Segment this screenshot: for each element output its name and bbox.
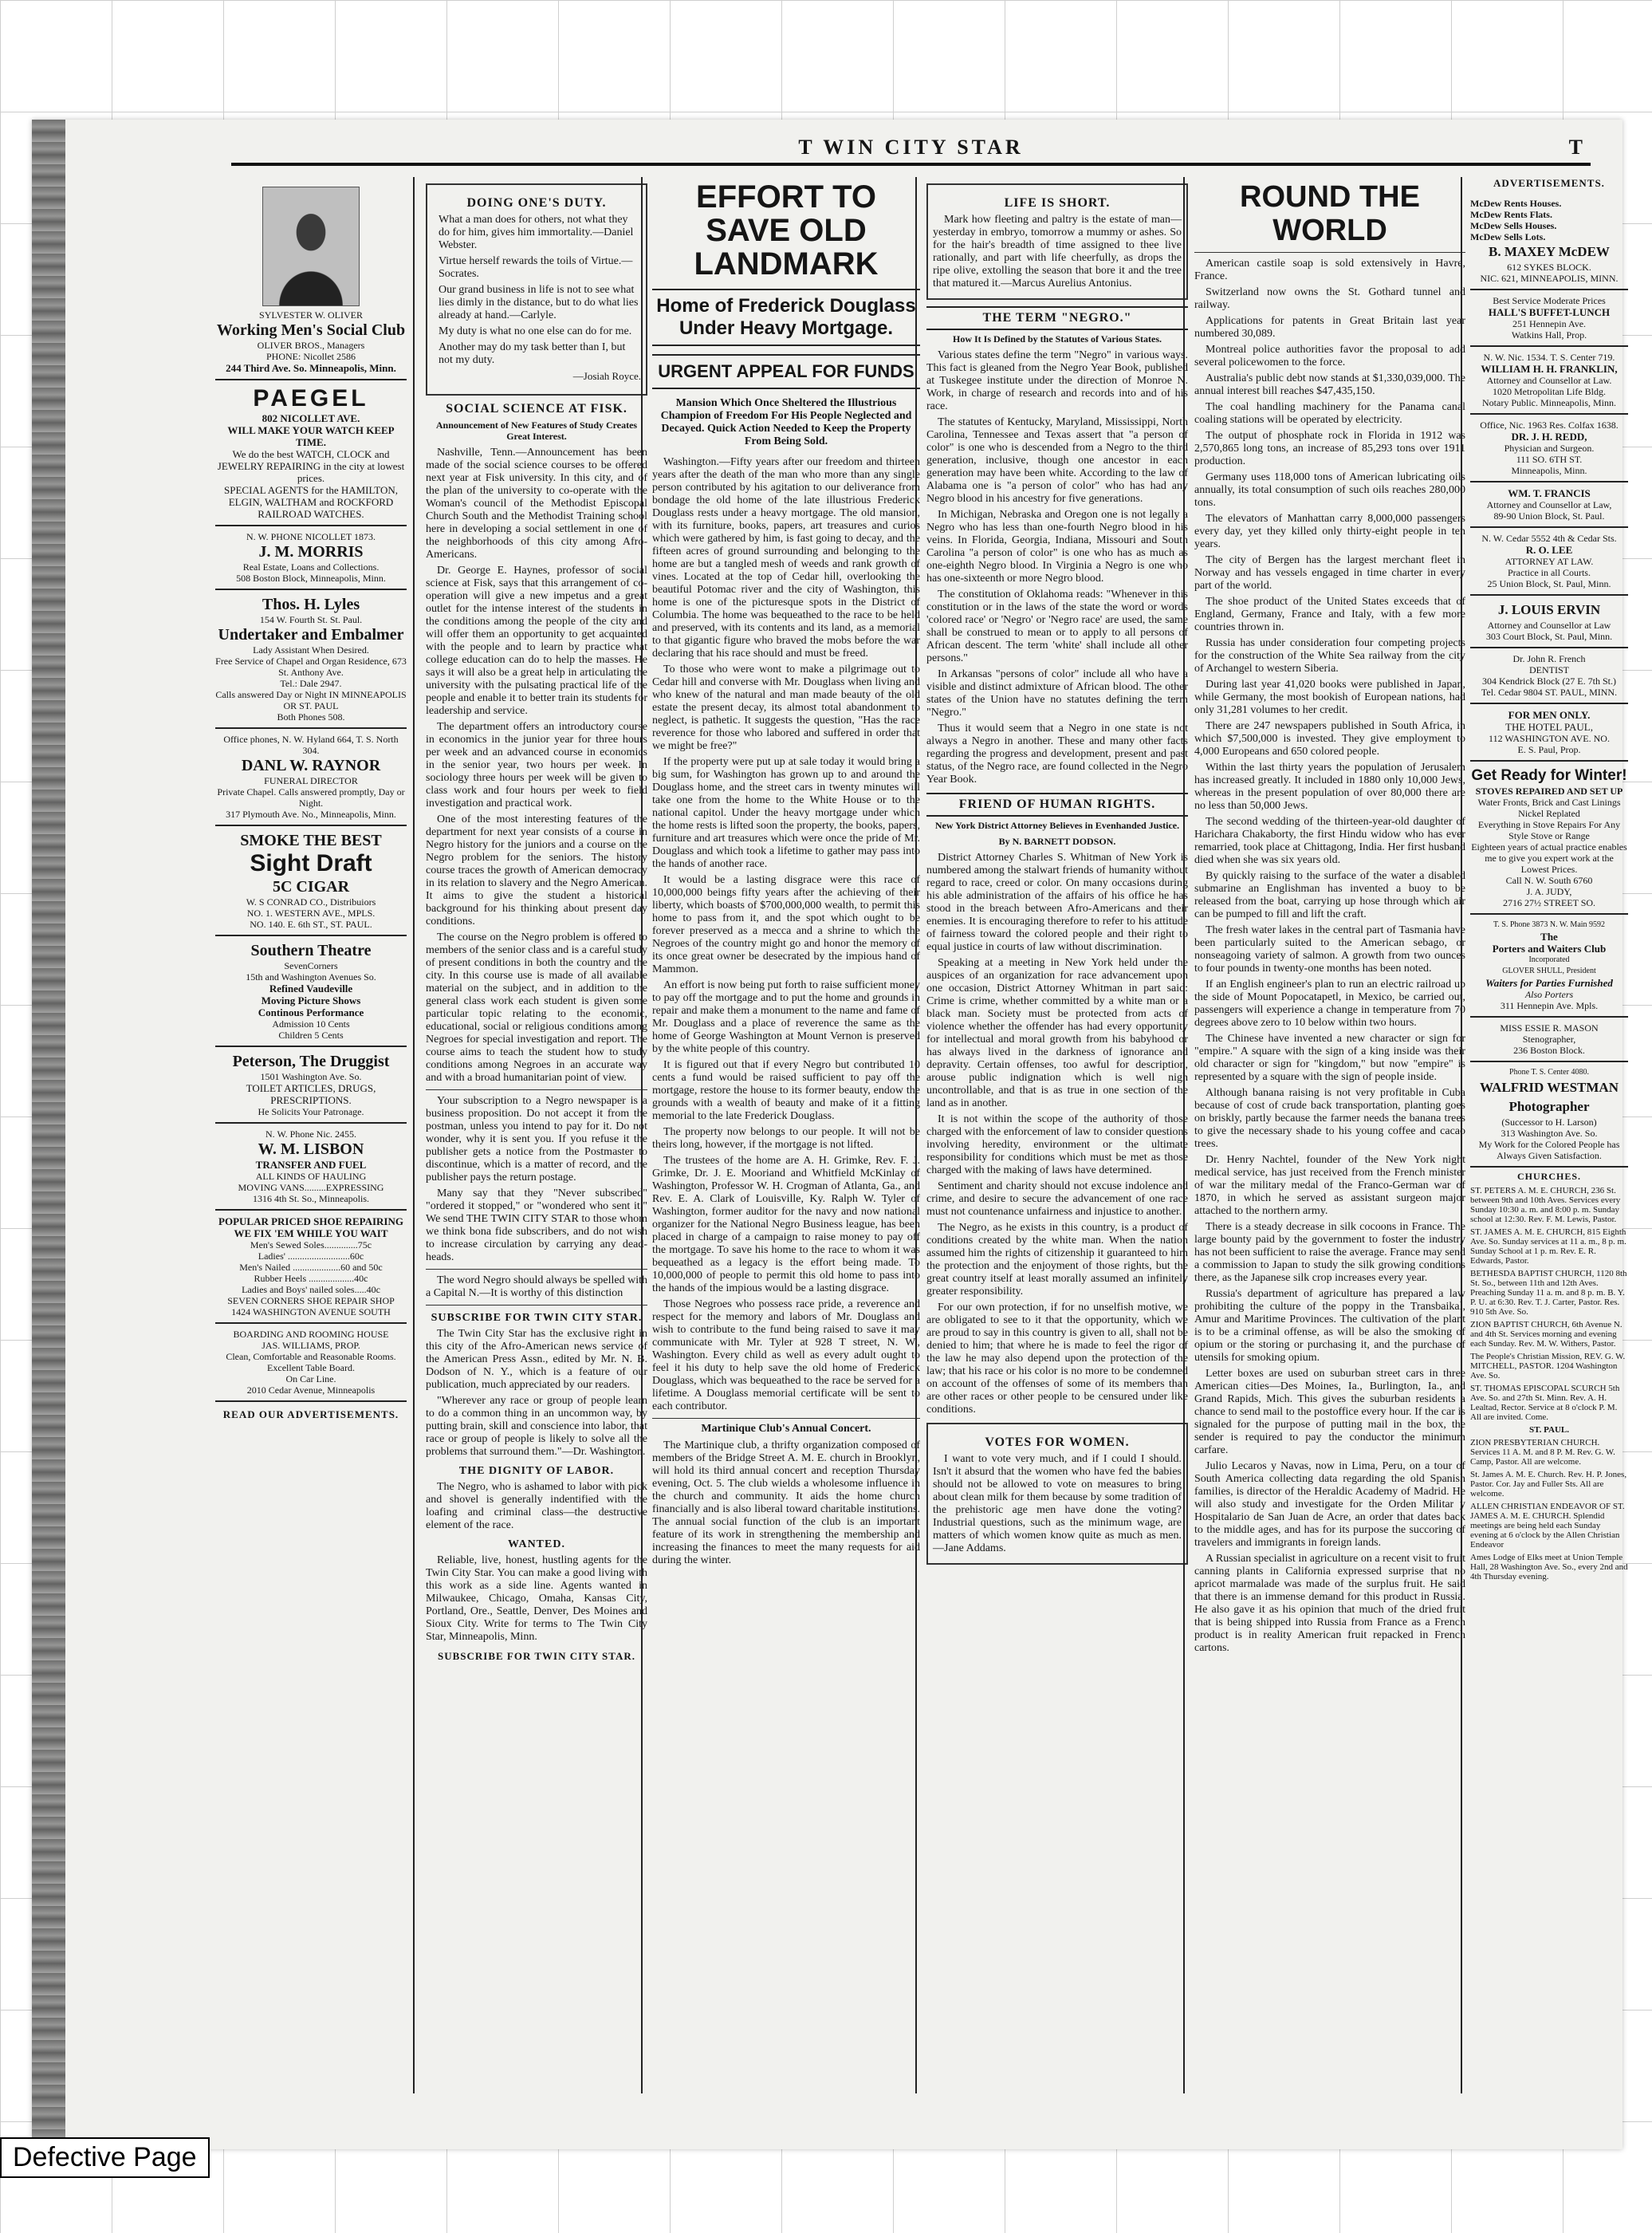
ad-line: McDew Rents Flats. bbox=[1470, 209, 1552, 220]
paragraph: Various states define the term "Negro" in various ways. This fact is gleaned from the Negro Year Book, published at Tuskegee institute under the direction of Monroe N. Work, in charge of research and records into and of his race. bbox=[926, 349, 1188, 412]
paragraph: The Chinese have invented a new character or sign for "empire." A square with the sign of a king inside was their old character or sign for "kingdom," but now "empire" is represented by a square with the sign of people inside. bbox=[1194, 1033, 1465, 1083]
article-title: SUBSCRIBE FOR TWIN CITY STAR. bbox=[431, 1312, 643, 1324]
ad-line: The bbox=[1540, 931, 1558, 943]
church-listing: The People's Christian Mission, REV. G. W. MITCHELL, PASTOR. 1204 Washington Ave. So. bbox=[1470, 1352, 1626, 1380]
ad-title: PAEGEL bbox=[253, 385, 369, 412]
ad-title: Get Ready for Winter! bbox=[1471, 767, 1627, 784]
church-listing: ZION PRESBYTERIAN CHURCH. Services 11 A. M. and 8 P. M. Rev. G. W. Camp, Pastor. All are welcome. bbox=[1470, 1438, 1615, 1467]
article-title: VOTES FOR WOMEN. bbox=[985, 1436, 1130, 1449]
article-title: WANTED. bbox=[508, 1538, 565, 1550]
ad-line: Tel.: Dale 2947. bbox=[280, 678, 342, 689]
paragraph: The Martinique club, a thrifty organization composed of members of the Bridge Street A. M. E. church in Brooklyn, will hold its third annual concert and reception Thursday evening, Oct. 5. The club wields a wholesome influence in the church and community. It aids the home church financially and is also liberal toward charitable institutions. The annual social function of the club is an important feature of its work in strengthening the membership and increasing the finances to meet the many requests for aid during the winter. bbox=[652, 1439, 920, 1566]
ad-line: DENTIST bbox=[1529, 664, 1569, 675]
paragraph: The trustees of the home are A. H. Grimke, Rev. F. J. Grimke, Dr. J. E. Mooriand and Whitfield McKinlay of Washington, Professor W. H. Crogman of Atlanta, Ga., and Rev. E. A. Clark of Louisville, Ky. Ralph W. Tyler of Washington, former auditor for the navy and now national organizer for the National Negro Business league, has been placed in charge of a campaign to raise money to pay off the mortgage. To save his home to the race to whom it was bequeathed as a legacy is the effort being made. To 10,000,000 of people to permit this old home to pass into the hands of the impious would be a lasting disgrace. bbox=[652, 1155, 920, 1294]
ad-line: DR. J. H. REDD, bbox=[1511, 431, 1587, 443]
ad-line: Continous Performance bbox=[258, 1006, 364, 1018]
article-subtitle: How It Is Defined by the Statutes of Various States. bbox=[952, 333, 1162, 345]
paragraph: To those who were wont to make a pilgrimage out to Cedar hill and converse with Mr. Douglass when living and who knew of the natural and man made beauty of the old estate the present decay, its almost total abandonment to neglect, is pathetic. It suggests the question, "Has the race reverence for those who labored and suffered in order that we might be free?" bbox=[652, 664, 920, 752]
column-4 bbox=[915, 177, 1188, 2093]
paragraph: The Twin City Star has the exclusive right in this city of the Afro-American news service of the American Press Assn., edited by Mr. N. B. Dodson of N. Y., which is a feature of our publication, much appreciated by our readers. bbox=[426, 1328, 647, 1391]
ad-line: E. S. Paul, Prop. bbox=[1517, 744, 1581, 755]
masthead-title: T WIN CITY STAR bbox=[798, 136, 1024, 159]
ad-line: J. A. JUDY, bbox=[1526, 886, 1572, 897]
church-listing: St. James A. M. E. Church. Rev. H. P. Jones, Pastor. Cor. Jay and Fuller Sts. All are welcome. bbox=[1470, 1470, 1627, 1499]
article-title: LIFE IS SHORT. bbox=[1004, 196, 1111, 210]
ad-line: J. LOUIS ERVIN bbox=[1497, 602, 1601, 617]
ad-line: Notary Public. Minneapolis, Minn. bbox=[1482, 397, 1616, 408]
ad-cigar bbox=[215, 826, 407, 936]
ad-mason bbox=[1470, 1018, 1628, 1062]
ad-line: Everything in Stove Repairs For Any Style Stove or Range bbox=[1477, 819, 1621, 841]
paragraph: "Wherever any race or group of people learn to do a common thing in an uncommon way, by putting brain, skill and conscience into labor, that race or group of people is likely to solve all the problems that surround them."—Dr. Washington. bbox=[426, 1395, 647, 1458]
ad-line: Thos. H. Lyles bbox=[262, 596, 360, 613]
ad-line: MISS ESSIE R. MASON bbox=[1500, 1022, 1599, 1034]
ad-line: 154 W. Fourth St. St. Paul. bbox=[259, 614, 363, 625]
box-doing-duty bbox=[426, 183, 647, 396]
box-life-short bbox=[926, 183, 1188, 300]
column-2 bbox=[413, 177, 647, 2093]
ad-line: 612 SYKES BLOCK. bbox=[1507, 262, 1591, 273]
ad-line: 303 Court Block, St. Paul, Minn. bbox=[1485, 631, 1613, 642]
ad-line: 304 Kendrick Block (27 E. 7th St.) bbox=[1482, 675, 1616, 687]
paragraph: During last year 41,020 books were published in Japan, while Germany, the most bookish of European nations, had only 31,281 volumes to her credit. bbox=[1194, 679, 1465, 716]
paragraph: An effort is now being put forth to raise sufficient money to pay off the mortgage and to put the home and grounds in repair and make them a monument to the name and fame of Mr. Douglass and a place of reverence the same as the home of George Washington at Mount Vernon is preserved by the white people of this country. bbox=[652, 979, 920, 1055]
ad-line: Ladies' ..........................60c bbox=[258, 1250, 364, 1262]
ad-line: J. M. MORRIS bbox=[258, 543, 364, 561]
ad-line: Porters and Waiters Club bbox=[1492, 943, 1607, 955]
ad-line: WM. T. FRANCIS bbox=[1508, 487, 1591, 499]
ad-line: 236 Boston Block. bbox=[1513, 1045, 1585, 1056]
ad-line: McDew Sells Lots. bbox=[1470, 231, 1546, 242]
ad-line: Clean, Comfortable and Reasonable Rooms. Excellent Table Board. bbox=[226, 1351, 396, 1373]
ad-line: N. W. Phone Nic. 2455. bbox=[266, 1128, 356, 1140]
ad-line: Office, Nic. 1963 Res. Colfax 1638. bbox=[1480, 419, 1619, 431]
ad-lisbon bbox=[215, 1124, 407, 1211]
paragraph: It is not within the scope of the authority of those charged with the enforcement of law to consider questions involving heredity, environment or the ultimate responsibility for conditions which must be met as those charged with the making of laws have determined. bbox=[926, 1113, 1188, 1176]
paragraph: Many say that they "Never subscribed" "ordered it stopped," or "wondered who sent it." We send THE TWIN CITY STAR to those whom we think bona fide subscribers, and do not wish to increase circulation by carrying any dead-heads. bbox=[426, 1187, 647, 1263]
column-1-ads bbox=[215, 177, 407, 2093]
ad-redd bbox=[1470, 415, 1628, 482]
ad-line: Eighteen years of actual practice enables me to give you expert work at the Lowest Prices. bbox=[1471, 841, 1627, 875]
ad-line: WILL MAKE YOUR WATCH KEEP TIME. bbox=[227, 424, 395, 448]
ad-stove-repair bbox=[1470, 762, 1628, 915]
ad-line: Attorney and Counsellor at Law, bbox=[1486, 499, 1612, 510]
paragraph: Dr. Henry Nachtel, founder of the New York night medical service, has just received from the French minister of war the military medal of the Franco-German war of 1870, in which he served as assistant surgeon major attached to the northern army. bbox=[1194, 1154, 1465, 1217]
ad-peterson bbox=[215, 1047, 407, 1124]
paragraph: The property now belongs to our people. It will not be theirs long, however, if the mortgage is not lifted. bbox=[652, 1126, 920, 1151]
church-listing: ST. THOMAS EPISCOPAL SCURCH 5th Ave. So. and 27th St. Minn. Rev. A. H. Lealtad, Rector. Service at 8 o'clock P. M. All are invited. Come. bbox=[1470, 1384, 1620, 1422]
quote: My duty is what no one else can do for me. bbox=[439, 325, 632, 337]
ad-line: NIC. 621, MINNEAPOLIS, MINN. bbox=[1480, 273, 1619, 284]
paragraph: Applications for patents in Great Britain last year numbered 30,089. bbox=[1194, 315, 1465, 340]
ad-line: Phone T. S. Center 4080. bbox=[1509, 1068, 1589, 1077]
paragraph: The coal handling machinery for the Panama canal coaling stations will be operated by electricity. bbox=[1194, 401, 1465, 426]
paragraph: District Attorney Charles S. Whitman of New York is numbered among the stalwart friends of humanity without regard to race, creed or color. On many occasions during his able administration of the affairs of his office he has stood in the breach between Afro-Americans and their enemies. It is encouraging therefore to refer to his attitude of fairness toward the colored people and their right to equal justice in courts of law without discrimination. bbox=[926, 852, 1188, 953]
column-5 bbox=[1183, 177, 1465, 2093]
ad-line: DANL W. RAYNOR bbox=[241, 757, 381, 774]
quote: Our grand business in life is not to see what lies dimly in the distance, but to do what lies already at hand.—Carlyle. bbox=[439, 284, 639, 321]
ad-line: T. S. Phone 3873 N. W. Main 9592 bbox=[1493, 920, 1606, 929]
ad-line: 89-90 Union Block, St. Paul. bbox=[1493, 510, 1605, 522]
ad-line: My Work for the Colored People has Always Given Satisfaction. bbox=[1478, 1139, 1620, 1161]
ad-line: WALFRID WESTMAN bbox=[1480, 1080, 1619, 1095]
ad-line: GLOVER SHULL, President bbox=[1502, 967, 1596, 975]
article-subtitle: New York District Attorney Believes in Evenhanded Justice. bbox=[934, 820, 1180, 831]
ad-line: FUNERAL DIRECTOR bbox=[264, 775, 358, 786]
ad-line: McDew Rents Houses. bbox=[1470, 198, 1562, 209]
paragraph: The city of Bergen has the largest merchant fleet in Norway and has vessels engaged in time charter in every part of the world. bbox=[1194, 554, 1465, 592]
portrait-image bbox=[262, 187, 360, 306]
ad-westman bbox=[1470, 1062, 1628, 1168]
ad-line: Southern Theatre bbox=[250, 942, 372, 959]
ad-line: Also Porters bbox=[1524, 989, 1574, 1000]
paragraph: Germany uses 118,000 tons of American lubricating oils annually, its total consumption of such oils reaches 280,000 tons. bbox=[1194, 471, 1465, 509]
ad-morris bbox=[215, 526, 407, 590]
ad-line: Dr. John R. French bbox=[1512, 653, 1586, 664]
paragraph: If the property were put up at sale today it would bring a big sum, for Washington has grown up to and around the Douglass home, and the street cars in twenty minutes will take one from the home to the White House or to the national capitol. Under the heavy mortgage under which the home rests is lifted soon the property, the books, papers, furniture and art treasures which were once the pride of Mr. Douglass and which took a lifetime to gather may pass into the hands of another race. bbox=[652, 756, 920, 870]
ad-line: N. W. PHONE NICOLLET 1873. bbox=[246, 531, 376, 542]
ad-line: Both Phones 508. bbox=[277, 711, 345, 723]
ad-line: Sight Draft bbox=[250, 850, 372, 876]
ad-line: 1501 Washington Ave. So. bbox=[260, 1071, 362, 1082]
ad-porters-club bbox=[1470, 915, 1628, 1018]
headline-deck: URGENT APPEAL FOR FUNDS bbox=[652, 354, 920, 389]
article-title: SOCIAL SCIENCE AT FISK. bbox=[446, 402, 627, 415]
headline-summary: Mansion Which Once Sheltered the Illustrious Champion of Freedom For His People Neglected and Decayed. Quick Action Needed to Keep the Property From Being Sold. bbox=[660, 397, 912, 447]
ad-line: Ladies and Boys' nailed soles.....40c bbox=[242, 1284, 380, 1295]
newspaper-page bbox=[32, 120, 1628, 2149]
ad-line: Attorney and Counsellor at Law bbox=[1487, 620, 1611, 631]
paragraph: Your subscription to a Negro newspaper is a business proposition. Do not accept it from the postman, unless you intend to pay for it. Do not wonder, why it is sent you. If you refuse it the publisher gets a notice from the Postmaster to discontinue, which is a matter of record, and the publisher pays the return postage. bbox=[426, 1095, 647, 1183]
paragraph: By quickly raising to the surface of the water a disabled submarine an Englishman has invented a buoy to be released from the boat, carrying up hose through which air can be pumped to fill and lift the craft. bbox=[1194, 870, 1465, 920]
paragraph: Dr. George E. Haynes, professor of social science at Fisk, says that this arrangement of co-operation will give a new impetus and a great outlet for the intense interest of the students in the conditions among the people of the city and will offer them an opportunity to get acquainted with the people and to learn by practice what college education can do to help the masses. He says it will also be a great help in articulating the university with the pulsating practical life of the people and enable it to better train its students for leadership and service. bbox=[426, 565, 647, 717]
article-subtitle: Announcement of New Features of Study Creates Great Interest. bbox=[435, 419, 638, 442]
ad-line: 2010 Cedar Avenue, Minneapolis bbox=[246, 1384, 376, 1396]
ad-line: Working Men's Social Club bbox=[216, 321, 406, 339]
ad-line: Moving Picture Shows bbox=[261, 994, 361, 1006]
ad-line: OLIVER BROS., Managers bbox=[257, 340, 365, 351]
paragraph: The fresh water lakes in the central part of Tasmania have been particularly suited to the American sebago, or nonseagoing variety of salmon. A growth from two ounces to four pounds in twenty-one months has been noted. bbox=[1194, 924, 1465, 975]
church-listing: BETHESDA BAPTIST CHURCH, 1120 8th St. So., between 11th and 12th Aves. Preaching Sunday 11 a. m. and 8 p. m. B. Y. P. U. at 6:30. Rev. T. J. Carter, Pastor. Res. 910 5th Ave. So. bbox=[1470, 1269, 1627, 1317]
defective-page-stamp: Defective Page bbox=[0, 2137, 210, 2178]
paragraph: For our own protection, if for no unselfish motive, we are obligated to see to it that the opportunity, which we are proud to say in this country is given to all, shall not be denied to him; that where he is made to feel the rigor of the law he may also depend upon the protection of the law; that his race or his color is no more to be condemned on account of the offenses of some of its members than are other races or other people to be censured under like conditions. bbox=[926, 1302, 1188, 1416]
ad-line: Men's Sewed Soles..............75c bbox=[250, 1239, 372, 1250]
paragraph: If an English engineer's plan to run an electric railroad up the side of Mount Popocatapetl, in Mexico, be carried out, passengers will experience a change in temperature from 70 degrees above zero to 10 below within two hours. bbox=[1194, 979, 1465, 1029]
paragraph: Those Negroes who possess race pride, a reverence and respect for the memory and labors of Mr. Douglass and wish to contribute to the fund being raised to save it may communicate with Mr. Tyler at 928 T street, N. W., Washington. Every child as well as every adult ought to feel it his duty to help save the old home of Frederick Douglass, which was bequeathed to the race be served for a lifetime. A Douglass memorial certificate will be sent to each contributor. bbox=[652, 1298, 920, 1412]
ad-southern-theatre bbox=[215, 936, 407, 1047]
ad-line: 508 Boston Block, Minneapolis, Minn. bbox=[236, 573, 386, 584]
ad-line: 5C CIGAR bbox=[272, 878, 350, 896]
ad-line: McDew Sells Houses. bbox=[1470, 220, 1557, 231]
ad-line: WE FIX 'EM WHILE YOU WAIT bbox=[234, 1227, 388, 1239]
paragraph: The elevators of Manhattan carry 8,000,000 passengers every day, yet they killed only thirty-eight people in ten years. bbox=[1194, 513, 1465, 550]
quote: Another may do my task better than I, but not my duty. bbox=[439, 341, 626, 366]
ad-line: JAS. WILLIAMS, PROP. bbox=[262, 1340, 360, 1351]
paragraph: American castile soap is sold extensively in Havre, France. bbox=[1194, 258, 1465, 282]
ad-line: Waiters for Parties Furnished bbox=[1485, 977, 1613, 989]
article-byline: By N. BARNETT DODSON. bbox=[998, 836, 1116, 847]
paragraph: Australia's public debt now stands at $1,330,039,000. The annual interest bill reaches $47,435,150. bbox=[1194, 372, 1465, 397]
ad-line: SevenCorners bbox=[284, 960, 338, 971]
ad-line: SPECIAL AGENTS for the HAMILTON, ELGIN, WALTHAM and ROCKFORD RAILROAD WATCHES. bbox=[224, 484, 398, 520]
ad-line: Call N. W. South 6760 bbox=[1505, 875, 1593, 886]
paragraph: Russia has under consideration four competing projects for the construction of the White Sea railway from the city of Archangel to western Siberia. bbox=[1194, 637, 1465, 675]
headline: ROUND THE WORLD bbox=[1240, 180, 1420, 247]
ad-line: Tel. Cedar 9804 ST. PAUL, MINN. bbox=[1481, 687, 1618, 698]
ad-shoe-repair bbox=[215, 1211, 407, 1324]
ad-line: Incorporated bbox=[1528, 955, 1570, 964]
ad-line: We do the best WATCH, CLOCK and JEWELRY REPAIRING in the city at lowest prices. bbox=[217, 448, 405, 484]
ad-line: 111 SO. 6TH ST. bbox=[1516, 454, 1583, 465]
ad-paegel bbox=[215, 380, 407, 526]
paragraph: The Negro, who is ashamed to labor with pick and shovel is generally indentified with the loafing and criminal class—the destructive element of the race. bbox=[426, 1481, 647, 1531]
article-title: FRIEND OF HUMAN RIGHTS. bbox=[926, 793, 1188, 817]
ad-line: Calls answered Day or Night IN MINNEAPOLIS OR ST. PAUL bbox=[215, 689, 407, 711]
church-listing: ST. PETERS A. M. E. CHURCH, 236 St. between 9th and 10th Aves. Services every Sunday 10:30 a. m. and 8:00 p. m. Sunday school at 12:30. Rev. F. M. Lewis, Pastor. bbox=[1470, 1186, 1621, 1224]
ad-line: 112 WASHINGTON AVE. NO. bbox=[1489, 733, 1610, 744]
ad-mcdew bbox=[1470, 193, 1628, 290]
ad-francis bbox=[1470, 482, 1628, 528]
ad-franklin bbox=[1470, 347, 1628, 415]
ad-ervin bbox=[1470, 596, 1628, 648]
masthead-page: T bbox=[1568, 136, 1583, 159]
damaged-left-edge bbox=[32, 120, 65, 2149]
church-listing: ST. JAMES A. M. E. CHURCH, 815 Eighth Ave. So. Sunday services at 11 a. m., 8 p. m. Sunday School at 1 p. m. Rev. E. R. Edwards, Pastor. bbox=[1470, 1227, 1626, 1266]
ad-line: 15th and Washington Avenues So. bbox=[246, 971, 376, 983]
ad-line: Rubber Heels ...................40c bbox=[254, 1273, 368, 1284]
divider bbox=[426, 1089, 647, 1090]
ad-line: BOARDING AND ROOMING HOUSE bbox=[233, 1329, 389, 1340]
paragraph: Switzerland now owns the St. Gothard tunnel and railway. bbox=[1194, 286, 1465, 311]
ad-line: THE HOTEL PAUL, bbox=[1505, 721, 1593, 733]
article-title: THE TERM "NEGRO." bbox=[926, 306, 1188, 330]
column-6-ads bbox=[1461, 177, 1628, 2093]
ad-line: ATTORNEY AT LAW. bbox=[1504, 556, 1594, 567]
ad-line: TOILET ARTICLES, DRUGS, PRESCRIPTIONS. bbox=[246, 1082, 376, 1106]
paragraph: The course on the Negro problem is offered to members of the senior class and is a careful study of present conditions in both the country and the city. In this course use is made of all available material on the subject, and in addition to the general class work each student is given some particular topic relating to the economic, educational, social or religious conditions among Negroes for special investigation and report. The course aims to teach the student how to study conditions among Negroes in an accurate way and with a broad humanitarian point of view. bbox=[426, 931, 647, 1084]
paragraph: The department offers an introductory course in economics in the junior year for three hours per week and an advanced course in economics in the senior year, two hours per week. In sociology three hours per week will be given to class work and four hours per week to field investigation and practical work. bbox=[426, 721, 647, 809]
paragraph: The statutes of Kentucky, Maryland, Mississippi, North Carolina, Tennessee and Texas assert that "a person of color" is one who is descended from a Negro to the third generation, inclusive, though one ancestor in each generation may have been white. According to the law of Alabama one is "a person of color" who has had any Negro blood in his ancestry for five generations. bbox=[926, 416, 1188, 505]
ad-line: R. O. LEE bbox=[1525, 544, 1573, 556]
ad-line: Practice in all Courts. bbox=[1508, 567, 1591, 578]
paragraph: There are 247 newspapers published in South Africa, in which $7,500,000 is invested. They give employment to 4,000 Europeans and 650 colored people. bbox=[1194, 720, 1465, 758]
ad-line: FOR MEN ONLY. bbox=[1508, 709, 1591, 721]
churches-title: CHURCHES. bbox=[1516, 1171, 1581, 1182]
paragraph: The second wedding of the thirteen-year-old daughter of Harichara Chakaborty, the first Hindu widow who has ever remarried, took place at Chittagong, India. Her first husband died when she was six years old. bbox=[1194, 816, 1465, 866]
church-listing: Ames Lodge of Elks meet at Union Temple Hall, 28 Washington Ave. So., every 2nd and 4th Thursday evening. bbox=[1470, 1553, 1628, 1581]
masthead bbox=[231, 136, 1591, 166]
paragraph: The output of phosphate rock in Florida in 1912 was 2,570,865 long tons, an increase of 85,293 tons over 1911 production. bbox=[1194, 430, 1465, 467]
quote-signature: —Josiah Royce. bbox=[572, 370, 641, 382]
paragraph: The Negro, as he exists in this country, is a product of conditions created by the white man. When the nation assumed him the rights of citizenship it guaranteed to him the protection and the enjoyment of those rights, but the great country itself at least morally assumed an infinitely greater responsibility. bbox=[926, 1222, 1188, 1298]
paragraph: Speaking at a meeting in New York held under the auspices of an organization for race advancement upon one occasion, District Attorney Whitman in part said: Crime is crime, whether committed by a white man or a black man. Society must be protected from acts of violence whether the offender has had every opportunity for intellectual and moral growth from his babyhood or has always lived in the darkness of ignorance and depravity. Certain offenses, too awful for description, arouse public indignation which is well nigh uncontrollable, and that is as true in one section of the land as in another. bbox=[926, 957, 1188, 1109]
paragraph: Within the last thirty years the population of Jerusalem has increased greatly. It included in 1880 only 10,000 Jews, whereas in the present population of over 80,000 there are no less than 50,000 Jews. bbox=[1194, 762, 1465, 812]
quote: What a man does for others, not what they do for him, gives him immortality.—Daniel Webster. bbox=[439, 214, 634, 251]
paragraph: Washington.—Fifty years after our freedom and thirteen years after the death of the man who more than any single person contributed by his agitation to our deliverance from bondage the old home of the late illustrious Frederick Douglass rests under a heavy mortgage. The old mansion, with its furniture, books, papers, art treasures and curios which were gathered by him, is fast going to decay, and the fifteen acres of ground surrounding and belonging to the home are but a tangled mesh of weeds and rank growth of vines. Located at the top of Cedar hill, overlooking the beautiful Potomac river and the city of Washington, this home is one of the picturesque spots in the District of Columbia. The home was bequeathed to the race to be held and preserved, with its contents and its land, as a memorial to that gigantic figure who braved the mobs before the war declaring that his race should and must be freed. bbox=[652, 456, 920, 660]
ad-line: PHONE: Nicollet 2586 bbox=[266, 351, 356, 362]
ad-line: 317 Plymouth Ave. No., Minneapolis, Minn. bbox=[226, 809, 396, 820]
paragraph: A Russian specialist in agriculture on a recent visit to fruit canning plants in California expressed surprise that no apricot marmalade was made of the surplus fruit. He said that there is an immense demand for this product in Russia. He also gave it as his opinion that much of the dried fruit that is being shipped into Russia from France as a French product is in reality American fruit repacked in French cartons. bbox=[1194, 1553, 1465, 1654]
ad-line: Minneapolis, Minn. bbox=[1511, 465, 1587, 476]
column-footer: SUBSCRIBE FOR TWIN CITY STAR. bbox=[437, 1650, 635, 1662]
divider bbox=[426, 1269, 647, 1270]
ad-line: 1316 4th St. So., Minneapolis. bbox=[252, 1193, 369, 1204]
ad-line: NO. 1. WESTERN AVE., MPLS. bbox=[246, 908, 376, 919]
ad-line: Real Estate, Loans and Collections. bbox=[242, 561, 380, 573]
church-listing: ST. PAUL. bbox=[1528, 1425, 1569, 1435]
paragraph: Julio Lecaros y Navas, now in Lima, Peru, on a tour of South America collecting data regarding the old Spanish families, is director of the Heraldic Academy of Madrid. He will also study and investigate for the Orden Militar y Hospitalario de San Juan de Acre, an order that dates back to the middle ages, and has for its purpose the succoring of travelers and immigrants in foreign lands. bbox=[1194, 1460, 1465, 1549]
ad-line: Peterson, The Druggist bbox=[232, 1053, 390, 1070]
ad-line: 2716 27½ STREET SO. bbox=[1502, 897, 1596, 908]
paragraph: The constitution of Oklahoma reads: "Whenever in this constitution or in the laws of the state the word or words 'colored race' or 'Negro' or 'Negro race' are used, the same shall be construed to mean or to apply to all persons of African descent. The term 'white' shall include all other persons." bbox=[926, 589, 1188, 664]
ad-line: B. MAXEY McDEW bbox=[1489, 244, 1610, 259]
paragraph: Letter boxes are used on suburban street cars in three American cities—Des Moines, Ia., Burlington, Ia., and Grand Rapids, Mich. This gives the suburban residents a chance to send mail to the postoffice every hour. If the car is signaled for the purpose of putting mail in the box, the sender is required to pay the conductor the minimum carfare. bbox=[1194, 1368, 1465, 1456]
paragraph: Although banana raising is not very profitable in Cuba because of cost of crude back transportation, planting goes on briskly, partly because the farmer needs the banana trees to give the necessary shade to his young coffee and cacao trees. bbox=[1194, 1087, 1465, 1150]
ad-line: N. W. Nic. 1534. T. S. Center 719. bbox=[1483, 352, 1615, 363]
ad-line: SEVEN CORNERS SHOE REPAIR SHOP bbox=[227, 1295, 395, 1306]
ad-line: 311 Hennepin Ave. Mpls. bbox=[1500, 1000, 1599, 1011]
headline-deck: Home of Frederick Douglass Under Heavy Mortgage. bbox=[652, 289, 920, 346]
paragraph: I want to vote very much, and if I could I should. Isn't it absurd that the women who have fed the babies should not be allowed to vote on measures to bring about clean milk for them because by some tradition of the prehistoric age men have done the voting? Industrial questions, such as the minimum wage, are matters of which women know quite as much as men.—Jane Addams. bbox=[933, 1453, 1182, 1554]
paragraph: Nashville, Tenn.—Announcement has been made of the social science courses to be offered next year at Fisk university. In this city, and of the plan of the university to co-operate with the Woman's council of the Methodist Episcopal Church South and the Methodist Training school here in developing a social settlement in one of the neighborhoods of this city among Afro-Americans. bbox=[426, 447, 647, 561]
paragraph: Russia's department of agriculture has prepared a law prohibiting the culture of the poppy in the Transbaikal, Amur and Maritime Provinces. The cultivation of the plant is to be a criminal offense, as will be also the smoking of opium or the storing or purchasing it, and the purchase of utensils for smoking opium. bbox=[1194, 1288, 1465, 1364]
ad-line: WILLIAM H. H. FRANKLIN, bbox=[1481, 363, 1618, 375]
column-3 bbox=[641, 177, 920, 2093]
ad-line: W. M. LISBON bbox=[258, 1140, 364, 1158]
ad-line: Free Service of Chapel and Organ Residence, 673 St. Anthony Ave. bbox=[215, 656, 407, 678]
paragraph: Mark how fleeting and paltry is the estate of man—yesterday in embryo, tomorrow a mummy or ashes. So for the hair's breadth of time assigned to thee live rationally, and part with life cheerfully, as drops the ripe olive, extolling the season that bore it and the tree that matured it.—Marcus Aurelius Antonius. bbox=[933, 214, 1182, 289]
ad-line: Children 5 Cents bbox=[278, 1030, 344, 1041]
ad-line: (Successor to H. Larson) bbox=[1501, 1116, 1597, 1128]
divider bbox=[652, 1418, 920, 1419]
divider bbox=[1194, 252, 1465, 253]
paragraph: It would be a lasting disgrace were this race of 10,000,000 beings fifty years after the achieving of their liberty, which boasts of $700,000,000 wealth, to permit this home to pass from it, and the spot which ought to be forever preserved as a mecca and a shrine to which the Negroes of the country might go and honor the memory of its once great owner be desecrated by the impious hand of Mammon. bbox=[652, 874, 920, 975]
ad-line: Lady Assistant When Desired. bbox=[253, 644, 369, 656]
ad-line: HALL'S BUFFET-LUNCH bbox=[1488, 306, 1611, 318]
ad-line: Stenographer, bbox=[1522, 1034, 1576, 1045]
ad-line: TRANSFER AND FUEL bbox=[255, 1159, 367, 1171]
ad-line: 1424 WASHINGTON AVENUE SOUTH bbox=[231, 1306, 391, 1317]
ad-line: Men's Nailed ....................60 and 50c bbox=[239, 1262, 383, 1273]
ad-line: NO. 140. E. 6th ST., ST. PAUL. bbox=[250, 919, 372, 930]
paragraph: In Arkansas "persons of color" include all who have a visible and distinct admixture of African blood. The other states of the Union have no statutes defining the term "Negro." bbox=[926, 668, 1188, 719]
ad-line: Undertaker and Embalmer bbox=[218, 626, 404, 644]
ad-line: 251 Hennepin Ave. bbox=[1512, 318, 1587, 329]
ad-hotel-paul bbox=[1470, 704, 1628, 762]
ad-line: W. S CONRAD CO., Distribuiors bbox=[246, 896, 376, 908]
ad-line: 1020 Metropolitan Life Bldg. bbox=[1493, 386, 1606, 397]
column-header: ADVERTISEMENTS. bbox=[1493, 177, 1605, 189]
ad-line: Photographer bbox=[1508, 1099, 1590, 1114]
paragraph: Thus it would seem that a Negro in one state is not always a Negro in another. These and many other facts regarding the progress and development, present and past status, of the Negro race, are found collected in the Negro Year Book. bbox=[926, 723, 1188, 786]
divider bbox=[426, 1305, 647, 1306]
paragraph: One of the most interesting features of the department for next year consists of a course in Negro history for the juniors and a course on the Negro problem for the seniors. The history course traces the growth of American democracy in its relation to slavery and the Negro American. It aims to give the student a historical background for his thinking about present day conditions. bbox=[426, 813, 647, 927]
portrait-caption: SYLVESTER W. OLIVER bbox=[259, 309, 363, 321]
ad-line: Admission 10 Cents bbox=[272, 1018, 350, 1030]
church-listing: ALLEN CHRISTIAN ENDEAVOR OF ST. JAMES A. M. E. CHURCH. Splendid meetings are being held each Sunday evening at 6 o'clock by the Allen Christian Endeavor bbox=[1470, 1502, 1625, 1550]
ad-lee bbox=[1470, 528, 1628, 596]
ad-line: On Car Line. bbox=[285, 1373, 336, 1384]
ad-line: POPULAR PRICED SHOE REPAIRING bbox=[218, 1215, 403, 1227]
article-title: THE DIGNITY OF LABOR. bbox=[458, 1465, 615, 1477]
ad-line: He Solicits Your Patronage. bbox=[258, 1106, 364, 1117]
paragraph: The word Negro should always be spelled with a Capital N.—It is worthy of this distinction bbox=[426, 1274, 647, 1299]
headline: EFFORT TO SAVE OLD LANDMARK bbox=[694, 179, 879, 282]
column-footer: READ OUR ADVERTISEMENTS. bbox=[222, 1408, 399, 1420]
ad-line: Refined Vaudeville bbox=[269, 983, 353, 994]
quote: Virtue herself rewards the toils of Virtue.—Socrates. bbox=[439, 255, 633, 280]
paragraph: It is figured out that if every Negro but contributed 10 cents a fund would be raised sufficient to pay off the mortgage, restore the house to its former beauty, endow the grounds with a wealth of beauty and make of it a fitting memorial to the late Frederick Douglass. bbox=[652, 1059, 920, 1122]
ad-line: ALL KINDS OF HAULING bbox=[255, 1171, 367, 1182]
article-title: Martinique Club's Annual Concert. bbox=[701, 1423, 871, 1435]
church-listing: ZION BAPTIST CHURCH, 6th Avenue N. and 4th St. Services morning and evening each Sunday. Rev. M. W. Withers, Pastor. bbox=[1470, 1320, 1622, 1349]
ad-french bbox=[1470, 648, 1628, 704]
ad-line: N. W. Cedar 5552 4th & Cedar Sts. bbox=[1481, 533, 1617, 544]
ad-boarding-house bbox=[215, 1324, 407, 1402]
paragraph: Montreal police authorities favor the proposal to add several policewomen to the force. bbox=[1194, 344, 1465, 368]
ad-line: Attorney and Counsellor at Law. bbox=[1486, 375, 1612, 386]
ad-line: Water Fronts, Brick and Cast Linings Nickel Replated bbox=[1477, 797, 1621, 819]
article-title: DOING ONE'S DUTY. bbox=[466, 196, 607, 210]
ad-line: 802 NICOLLET AVE. bbox=[262, 412, 360, 424]
ad-line: 244 Third Ave. So. Minneapolis, Minn. bbox=[226, 362, 396, 374]
paragraph: In Michigan, Nebraska and Oregon one is not legally a Negro who has less than one-fourth Negro blood in his veins. In Florida, Georgia, Indiana, Missouri and South Carolina "a person of color" is one who has as much as one-eighth Negro blood. In Virginia a Negro is one who has one-sixteenth or more Negro blood. bbox=[926, 509, 1188, 585]
ad-social-club bbox=[215, 177, 407, 380]
paragraph: The shoe product of the United States exceeds that of England, Germany, France and Italy, with a few more countries thrown in. bbox=[1194, 596, 1465, 633]
ad-halls bbox=[1470, 290, 1628, 347]
ad-line: 313 Washington Ave. So. bbox=[1501, 1128, 1598, 1139]
ad-line: Office phones, N. W. Hyland 664, T. S. North 304. bbox=[223, 734, 399, 756]
ad-line: Watkins Hall, Prop. bbox=[1511, 329, 1587, 341]
ad-line: MOVING VANS.........EXPRESSING bbox=[238, 1182, 384, 1193]
ad-lyles bbox=[215, 590, 407, 729]
paragraph: Sentiment and charity should not excuse indolence and crime, and desire to secure the advancement of one race must not countenance unfairness and injustice to another. bbox=[926, 1180, 1188, 1218]
box-votes-women bbox=[926, 1423, 1188, 1565]
ad-line: STOVES REPAIRED AND SET UP bbox=[1475, 786, 1623, 797]
paragraph: There is a steady decrease in silk cocoons in France. The large bounty paid by the government to foster the industry has not been sufficient to raise the average. France may send a commission to Japan to study the silk growing conditions there, as the Japanese silk crop increases every year. bbox=[1194, 1221, 1465, 1284]
ad-line: 25 Union Block, St. Paul, Minn. bbox=[1487, 578, 1611, 589]
paragraph: Reliable, live, honest, hustling agents for the Twin City Star. You can make a good living with this work as a side line. Agents wanted in Milwaukee, Chicago, Omaha, Kansas City, Portland, Ore., Seattle, Denver, Des Moines and Sioux City. Write for terms to The Twin City Star, Minneapolis, Minn. bbox=[426, 1554, 647, 1643]
ad-raynor bbox=[215, 729, 407, 826]
ad-line: SMOKE THE BEST bbox=[240, 832, 382, 849]
ad-line: Private Chapel. Calls answered promptly, Day or Night. bbox=[217, 786, 405, 809]
ad-line: Physician and Surgeon. bbox=[1504, 443, 1595, 454]
ad-line: Best Service Moderate Prices bbox=[1493, 295, 1606, 306]
